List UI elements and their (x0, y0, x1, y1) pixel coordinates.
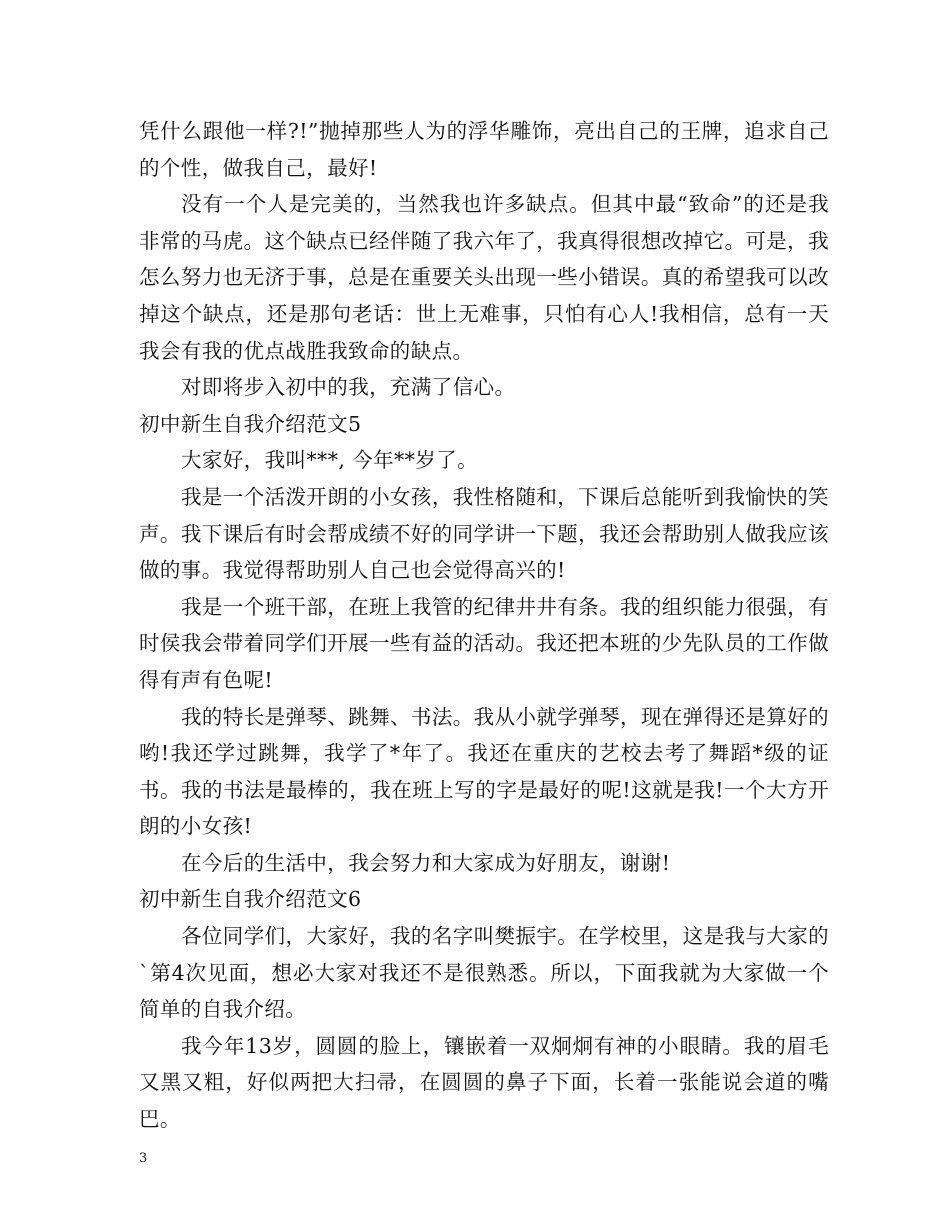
paragraph: 我是一个活泼开朗的小女孩，我性格随和，下课后总能听到我愉快的笑声。我下课后有时会帮成绩不好的同学讲一下题，我还会帮助别人做我应该做的事。我觉得帮助别人自己也会觉得高兴的! (139, 484, 829, 583)
paragraph: 没有一个人是完美的，当然我也许多缺点。但其中最“致命”的还是我非常的马虎。这个缺点已经伴随了我六年了，我真得很想改掉它。可是，我怎么努力也无济于事，总是在重要关头出现一些小错误。真的希望我可以改掉这个缺点，还是那句老话：世上无难事，只怕有心人!我相信，总有一天我会有我的优点战胜我致命的缺点。 (139, 192, 829, 363)
paragraph: 在今后的生活中，我会努力和大家成为好朋友，谢谢! (181, 850, 671, 875)
paragraph: 我今年13岁，圆圆的脸上，镶嵌着一双炯炯有神的小眼睛。我的眉毛又黑又粗，好似两把大扫帚，在圆圆的鼻子下面，长着一张能说会道的嘴巴。 (139, 1033, 829, 1132)
page-number: 3 (139, 1151, 148, 1166)
section-heading: 初中新生自我介绍范文6 (139, 887, 362, 912)
paragraph: 大家好，我叫***, 今年**岁了。 (181, 448, 478, 473)
paragraph: 各位同学们，大家好，我的名字叫樊振宇。在学校里，这是我与大家的`第4次见面，想必大家对我还不是很熟悉。所以，下面我就为大家做一个简单的自我介绍。 (139, 924, 829, 1022)
document-body (139, 113, 829, 1138)
paragraph: 对即将步入初中的我，充满了信心。 (181, 375, 516, 400)
paragraph: 我是一个班干部，在班上我管的纪律井井有条。我的组织能力很强，有时侯我会带着同学们开展一些有益的活动。我还把本班的少先队员的工作做得有声有色呢! (139, 594, 829, 692)
paragraph: 凭什么跟他一样?!”抛掉那些人为的浮华雕饰，亮出自己的王牌，追求自己的个性，做我自己，最好! (139, 119, 829, 180)
paragraph: 我的特长是弹琴、跳舞、书法。我从小就学弹琴，现在弹得还是算好的哟!我还学过跳舞，我学了*年了。我还在重庆的艺校去考了舞蹈*级的证书。我的书法是最棒的，我在班上写的字是最好的呢!这就是我!一个大方开朗的小女孩! (139, 704, 829, 839)
section-heading: 初中新生自我介绍范文5 (139, 411, 362, 436)
